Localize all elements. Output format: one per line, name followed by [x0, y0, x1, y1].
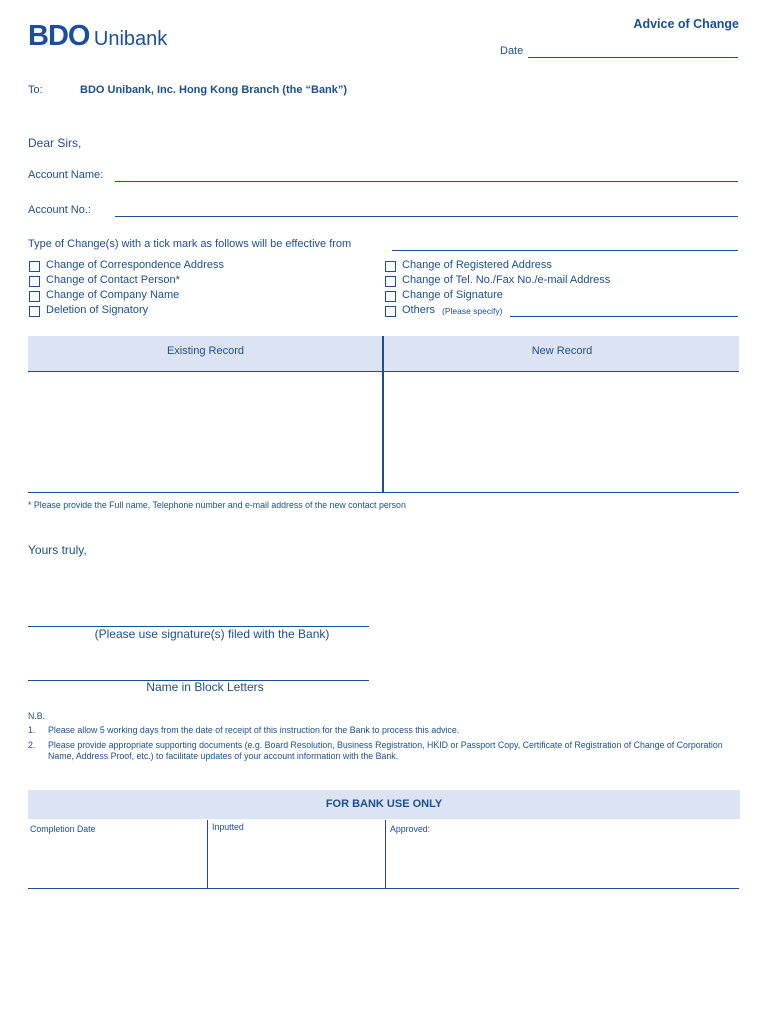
- closing: Yours truly,: [28, 543, 87, 557]
- checkbox-company-name[interactable]: [29, 291, 40, 302]
- existing-record-header: Existing Record: [166, 345, 245, 357]
- checkbox-contact-person[interactable]: [29, 276, 40, 287]
- note-text: Please allow 5 working days from the date of receipt of this instruction for the Bank to process this advice.: [48, 725, 460, 735]
- contact-person-footnote: * Please provide the Full name, Telephone number and e-mail address of the new contact person: [28, 500, 406, 510]
- checkbox-label: Deletion of Signatory: [46, 304, 149, 316]
- form-title: Advice of Change: [633, 17, 739, 31]
- record-table-divider: [382, 336, 384, 493]
- inputted-label: Inputted: [212, 822, 244, 832]
- checkbox-label: Change of Correspondence Address: [46, 259, 224, 271]
- bank-use-title: FOR BANK USE ONLY: [325, 798, 443, 810]
- date-field-line[interactable]: [528, 57, 738, 58]
- checkbox-deletion-of-signatory[interactable]: [29, 306, 40, 317]
- new-record-header: New Record: [531, 345, 593, 357]
- date-label: Date: [500, 45, 524, 57]
- bank-use-bottom-rule: [28, 888, 739, 889]
- checkbox-label: Change of Tel. No./Fax No./e-mail Address: [402, 274, 611, 286]
- checkbox-others[interactable]: [385, 306, 396, 317]
- account-name-field[interactable]: [115, 181, 738, 182]
- checkbox-label: Change of Contact Person*: [46, 274, 180, 286]
- checkbox-correspondence-address[interactable]: [29, 261, 40, 272]
- checkbox-label: Change of Registered Address: [402, 259, 552, 271]
- logo-bdo-text: BDO: [28, 20, 90, 52]
- checkbox-tel-fax-email[interactable]: [385, 276, 396, 287]
- checkbox-signature[interactable]: [385, 291, 396, 302]
- others-specify-note: (Please specify): [442, 306, 503, 316]
- note-number: 1.: [28, 725, 36, 735]
- logo-unibank-text: Unibank: [93, 28, 168, 50]
- effective-date-field[interactable]: [392, 250, 738, 251]
- others-specify-field[interactable]: [510, 316, 738, 317]
- account-name-label: Account Name:: [28, 169, 104, 181]
- to-label: To:: [28, 84, 43, 96]
- existing-record-area[interactable]: [28, 372, 380, 491]
- account-no-field[interactable]: [115, 216, 738, 217]
- bank-use-divider-2: [385, 820, 386, 888]
- checkbox-label: Change of Signature: [402, 289, 503, 301]
- account-no-label: Account No.:: [28, 204, 91, 216]
- notes-heading: N.B.: [28, 711, 46, 721]
- approved-label: Approved:: [390, 824, 431, 834]
- recipient-name: BDO Unibank, Inc. Hong Kong Branch (the “Bank”): [80, 84, 348, 96]
- block-letters-label: Name in Block Letters: [146, 680, 264, 694]
- new-record-area[interactable]: [386, 372, 738, 491]
- checkbox-label: Change of Company Name: [46, 289, 180, 301]
- bank-logo: [28, 20, 167, 53]
- note-text: Please provide appropriate supporting documents (e.g. Board Resolution, Business Registration, HKID or Passport Copy, Certificate of Registration of Change of Corporation Name, Address Proof, etc.) to facilitate updates of your account information with the Bank.: [48, 740, 723, 761]
- signature-label: (Please use signature(s) filed with the Bank): [94, 627, 330, 641]
- type-of-change-label: Type of Change(s) with a tick mark as follows will be effective from: [28, 238, 352, 250]
- record-table-bottom-rule: [28, 492, 739, 493]
- checkbox-label: Others: [402, 304, 436, 316]
- salutation: Dear Sirs,: [28, 136, 82, 150]
- bank-use-divider-1: [207, 820, 208, 888]
- completion-date-label: Completion Date: [30, 824, 96, 834]
- note-number: 2.: [28, 740, 36, 750]
- checkbox-registered-address[interactable]: [385, 261, 396, 272]
